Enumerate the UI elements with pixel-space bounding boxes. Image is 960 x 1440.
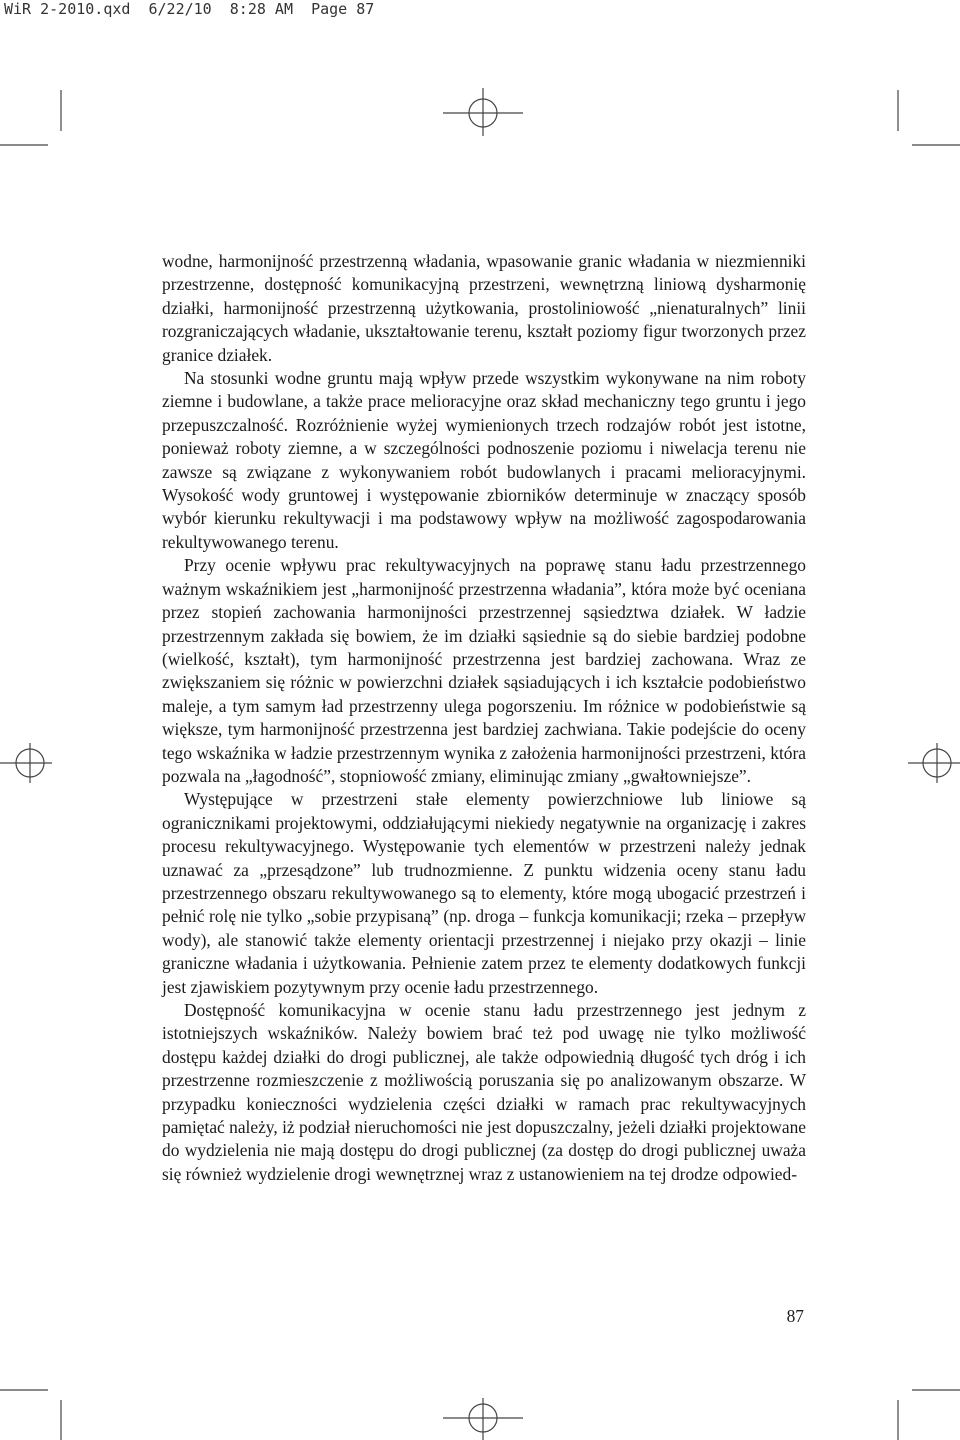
paragraph-fixed-elements: Występujące w przestrzeni stałe elementy powierzchniowe lub liniowe są ogranicznikami projektowymi, oddziałującymi niekiedy negatywnie na organizację i zakres procesu rekultywacyjnego. Występowanie tych elementów w przestrzeni należy jednak uznawać za „przesądzone” lub trudnozmienne. Z punktu widzenia oceny stanu ładu przestrzennego obszaru rekultywowanego są to elementy, które mogą ubogacić przestrzeń i pełnić rolę nie tylko „sobie przypisaną” (np. droga – funkcja komunikacji; rzeka – przepływ wody), ale stanowić także elementy orientacji przestrzennej i niejako przy okazji – linie graniczne władania i użytkowania. Pełnienie zatem przez te elementy dodatkowych funkcji jest zjawiskiem pozytywnym przy ocenie ładu przestrzennego. xyxy=(162,789,806,997)
slug-date: 6/22/10 xyxy=(148,0,212,18)
page-number: 87 xyxy=(786,1306,804,1326)
slug-filename: WiR 2-2010.qxd xyxy=(4,0,131,18)
slug-time: 8:28 AM xyxy=(229,0,293,18)
paragraph-continued: wodne, harmonijność przestrzenną władania, wpasowanie granic władania w niezmienniki przestrzenne, dostępność komunikacyjną przestrzeni, wewnętrzną liniową dysharmonię działki, harmonijność przestrzenną użytkowania, prostoliniowość „nienaturalnych” linii rozgraniczających władanie, ukształtowanie terenu, kształt poziomy figur tworzonych przez granice działek. xyxy=(162,251,806,365)
registration-target-top xyxy=(443,88,523,136)
paragraph-water-relations: Na stosunki wodne gruntu mają wpływ przede wszystkim wykonywane na nim roboty ziemne i budowlane, a także prace melioracyjne oraz skład mechaniczny tego gruntu i jego przepuszczalność. Rozróżnienie wyżej wymienionych trzech rodzajów robót jest istotne, ponieważ roboty ziemne, a w szczególności podnoszenie poziomu i niwelacja terenu nie zawsze są związane z wykonywaniem robót budowlanych i pracami melioracyjnymi. Wysokość wody gruntowej i występowanie zbiorników determinuje w znaczący sposób wybór kierunku rekultywacji i ma podstawowy wpływ na możliwość zagospodarowania rekultywowanego terenu. xyxy=(162,368,806,552)
registration-target-bottom xyxy=(443,1398,523,1440)
registration-target-right xyxy=(908,743,960,783)
body-text xyxy=(162,250,806,1186)
slug-page-label: Page 87 xyxy=(311,0,375,18)
registration-target-left xyxy=(0,743,52,783)
paragraph-accessibility: Dostępność komunikacyjna w ocenie stanu ładu przestrzennego jest jednym z istotniejszych wskaźników. Należy bowiem brać też pod uwagę nie tylko możliwość dostępu każdej działki do drogi publicznej, ale także odpowiednią długość tych dróg i ich przestrzenne rozmieszczenie z możliwością poruszania się po analizowanym obszarze. W przypadku konieczności wydzielenia części działki w ramach prac rekultywacyjnych pamiętać należy, iż podział nieruchomości nie jest dopuszczalny, jeżeli działki projektowane do wydzielenia nie mają dostępu do drogi publicznej (za dostęp do drogi publicznej uważa się również wydzielenie drogi wewnętrznej wraz z ustanowieniem na tej drodze odpowied- xyxy=(162,1000,806,1184)
paragraph-spatial-harmony: Przy ocenie wpływu prac rekultywacyjnych na poprawę stanu ładu przestrzennego ważnym wskaźnikiem jest „harmonijność przestrzenna władania”, która może być oceniana przez stopień zachowania harmonijności przestrzennej sąsiedztwa działek. W ładzie przestrzennym zakłada się bowiem, że im działki sąsiednie są do siebie bardziej podobne (wielkość, kształt), tym harmonijność przestrzenna jest bardziej zachowana. Wraz ze zwiększaniem się różnic w powierzchni działek sąsiadujących i ich kształcie podobieństwo maleje, a tym samym ład przestrzenny ulega pogorszeniu. Im różnice w podobieństwie są większe, tym harmonijność przestrzenna jest bardziej zachwiana. Takie podejście do oceny tego wskaźnika w ładzie przestrzennym wynika z założenia harmonijności przestrzeni, która pozwala na „łagodność”, stopniowość zmiany, eliminując zmiany „gwałtowniejsze”. xyxy=(162,555,806,786)
